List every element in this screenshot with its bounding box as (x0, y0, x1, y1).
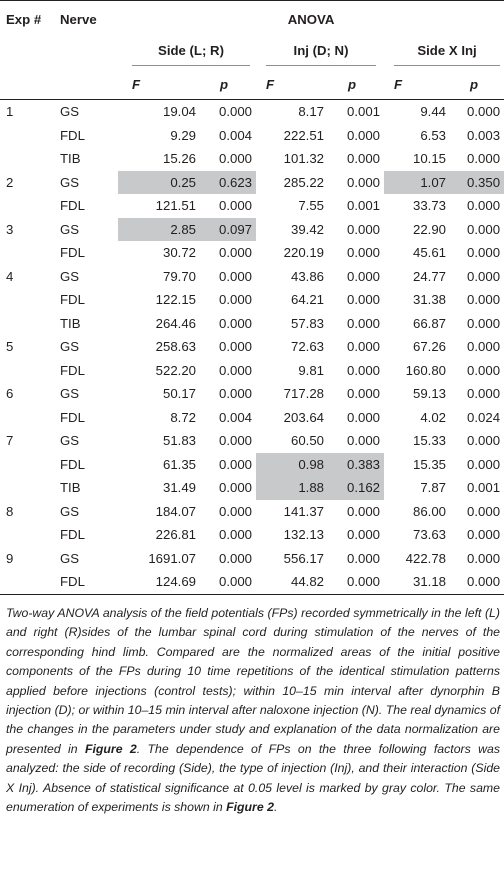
f-value-cell: 556.17 (283, 550, 324, 566)
f-value-cell: 50.17 (162, 386, 196, 402)
f-value-cell: 51.83 (162, 433, 196, 449)
p-value-cell: 0.000 (467, 292, 501, 308)
table-row (0, 124, 504, 148)
table-row (0, 406, 504, 430)
p-value-cell: 0.000 (467, 198, 501, 214)
table-caption (6, 604, 500, 817)
table-row (0, 476, 504, 500)
p-value-cell: 0.024 (467, 409, 501, 425)
caption-figure-ref[interactable]: Figure 2 (226, 800, 274, 815)
p-value-cell: 0.623 (204, 171, 256, 195)
p-value-cell: 0.000 (218, 527, 252, 543)
exp-cell (0, 288, 60, 312)
f-value-cell: 285.22 (283, 174, 324, 190)
p-value-cell: 0.000 (346, 174, 380, 190)
caption-figure-ref[interactable]: Figure 2 (84, 741, 137, 756)
f-value-cell: 160.80 (405, 362, 446, 378)
header-exp: Exp # (0, 1, 60, 39)
f-value-cell: 124.69 (118, 570, 204, 594)
p-value-cell: 0.000 (467, 362, 501, 378)
p-value-cell: 0.000 (218, 433, 252, 449)
p-value-cell: 0.000 (467, 221, 501, 237)
f-value-cell: 43.86 (290, 268, 324, 284)
exp-cell: 2 (6, 174, 14, 190)
nerve-cell: GS (60, 503, 80, 519)
f-value-cell: 73.63 (412, 527, 446, 543)
f-value-cell: 7.87 (420, 480, 446, 496)
p-value-cell: 0.000 (346, 409, 380, 425)
table-row (0, 500, 504, 524)
f-value-cell: 184.07 (155, 503, 196, 519)
nerve-cell: FDL (60, 527, 85, 543)
p-value-cell: 0.000 (467, 456, 501, 472)
f-value-cell: 222.51 (283, 127, 324, 143)
p-value-cell: 0.000 (467, 386, 501, 402)
nerve-cell: FDL (60, 570, 118, 594)
nerve-cell: GS (60, 433, 80, 449)
table-row (0, 241, 504, 265)
f-value-cell: 203.64 (283, 409, 324, 425)
f-value-cell: 79.70 (162, 268, 196, 284)
p-value-cell: 0.000 (346, 268, 380, 284)
f-value-cell: 67.26 (412, 339, 446, 355)
exp-cell (0, 359, 60, 383)
f-value-cell: 66.87 (412, 315, 446, 331)
table-row (0, 100, 504, 124)
nerve-cell: GS (60, 221, 80, 237)
f-value-cell: 9.44 (420, 104, 446, 120)
table-row (0, 382, 504, 406)
header-side-x-inj: Side X Inj (394, 43, 500, 66)
p-value-cell: 0.001 (467, 480, 501, 496)
p-value-cell: 0.000 (346, 292, 380, 308)
f-value-cell: 1.88 (256, 476, 332, 500)
p-value-cell: 0.000 (218, 268, 252, 284)
header-f: F (384, 70, 454, 100)
header-nerve: Nerve (60, 1, 118, 39)
p-value-cell: 0.000 (467, 104, 501, 120)
p-value-cell: 0.000 (346, 339, 380, 355)
p-value-cell: 0.000 (346, 151, 380, 167)
p-value-cell: 0.003 (467, 127, 501, 143)
p-value-cell: 0.001 (346, 198, 380, 214)
table-row (0, 147, 504, 171)
exp-cell: 4 (6, 268, 14, 284)
f-value-cell: 122.15 (155, 292, 196, 308)
exp-cell (0, 147, 60, 171)
p-value-cell: 0.000 (454, 570, 504, 594)
f-value-cell: 15.33 (412, 433, 446, 449)
header-anova: ANOVA (118, 1, 504, 39)
table-body (0, 100, 504, 595)
exp-cell (0, 124, 60, 148)
f-value-cell: 101.32 (283, 151, 324, 167)
nerve-cell: FDL (60, 362, 85, 378)
f-value-cell: 0.25 (118, 171, 204, 195)
nerve-cell: FDL (60, 198, 85, 214)
exp-cell (0, 570, 60, 594)
table-row (0, 194, 504, 218)
exp-cell: 3 (6, 221, 14, 237)
nerve-cell: FDL (60, 292, 85, 308)
p-value-cell: 0.000 (346, 527, 380, 543)
header-p: p (332, 70, 384, 100)
p-value-cell: 0.004 (218, 409, 252, 425)
nerve-cell: FDL (60, 245, 85, 261)
nerve-cell: FDL (60, 127, 85, 143)
table-row (0, 312, 504, 336)
f-value-cell: 24.77 (412, 268, 446, 284)
f-value-cell: 61.35 (162, 456, 196, 472)
nerve-cell: GS (60, 339, 80, 355)
caption-text-2: . The dependence of FPs on the three following factors was analyzed: the side of recording (Side), the type of injection (Inj), and their interaction (Side X Inj). Absence of statistical significance at 0.05 level is marked by gray color. The same enumeration of experiments is shown in (6, 741, 500, 815)
p-value-cell: 0.000 (467, 527, 501, 543)
nerve-cell: GS (60, 174, 80, 190)
p-value-cell: 0.162 (332, 476, 384, 500)
nerve-cell: TIB (60, 315, 81, 331)
f-value-cell: 45.61 (412, 245, 446, 261)
f-value-cell: 72.63 (290, 339, 324, 355)
table-row (0, 359, 504, 383)
table-row (0, 171, 504, 195)
f-value-cell: 44.82 (256, 570, 332, 594)
p-value-cell: 0.000 (346, 362, 380, 378)
p-value-cell: 0.000 (346, 433, 380, 449)
p-value-cell: 0.097 (204, 218, 256, 242)
p-value-cell: 0.000 (218, 292, 252, 308)
exp-cell (0, 406, 60, 430)
f-value-cell: 8.72 (170, 409, 196, 425)
exp-cell: 1 (6, 104, 14, 120)
p-value-cell: 0.000 (218, 151, 252, 167)
table-row (0, 265, 504, 289)
p-value-cell: 0.000 (346, 503, 380, 519)
p-value-cell: 0.000 (467, 245, 501, 261)
f-value-cell: 9.29 (170, 127, 196, 143)
p-value-cell: 0.000 (467, 550, 501, 566)
exp-cell (0, 194, 60, 218)
f-value-cell: 31.38 (412, 292, 446, 308)
f-value-cell: 59.13 (412, 386, 446, 402)
f-value-cell: 121.51 (155, 198, 196, 214)
p-value-cell: 0.000 (218, 480, 252, 496)
f-value-cell: 0.98 (256, 453, 332, 477)
f-value-cell: 258.63 (155, 339, 196, 355)
f-value-cell: 226.81 (155, 527, 196, 543)
header-p: p (454, 70, 504, 100)
exp-cell (0, 241, 60, 265)
table-row (0, 523, 504, 547)
exp-cell (0, 476, 60, 500)
f-value-cell: 1.07 (384, 171, 454, 195)
p-value-cell: 0.000 (467, 433, 501, 449)
f-value-cell: 60.50 (290, 433, 324, 449)
table-row (0, 218, 504, 242)
f-value-cell: 10.15 (412, 151, 446, 167)
header-p: p (204, 70, 256, 100)
p-value-cell: 0.000 (467, 503, 501, 519)
table-row (0, 288, 504, 312)
p-value-cell: 0.000 (346, 127, 380, 143)
f-value-cell: 64.21 (290, 292, 324, 308)
p-value-cell: 0.000 (332, 570, 384, 594)
f-value-cell: 15.35 (412, 456, 446, 472)
nerve-cell: GS (60, 104, 80, 120)
p-value-cell: 0.000 (218, 386, 252, 402)
f-value-cell: 57.83 (290, 315, 324, 331)
f-value-cell: 31.18 (384, 570, 454, 594)
f-value-cell: 33.73 (412, 198, 446, 214)
exp-cell: 5 (6, 339, 14, 355)
f-value-cell: 522.20 (155, 362, 196, 378)
p-value-cell: 0.000 (204, 570, 256, 594)
exp-cell: 8 (6, 503, 14, 519)
table-row (0, 570, 504, 594)
f-value-cell: 6.53 (420, 127, 446, 143)
p-value-cell: 0.000 (467, 315, 501, 331)
nerve-cell: FDL (60, 456, 85, 472)
nerve-cell: GS (60, 550, 80, 566)
p-value-cell: 0.000 (218, 503, 252, 519)
p-value-cell: 0.004 (218, 127, 252, 143)
p-value-cell: 0.000 (346, 221, 380, 237)
f-value-cell: 717.28 (283, 386, 324, 402)
exp-cell: 9 (6, 550, 14, 566)
p-value-cell: 0.000 (218, 315, 252, 331)
exp-cell (0, 453, 60, 477)
p-value-cell: 0.000 (218, 104, 252, 120)
f-value-cell: 422.78 (405, 550, 446, 566)
exp-cell (0, 523, 60, 547)
p-value-cell: 0.000 (218, 339, 252, 355)
p-value-cell: 0.000 (346, 550, 380, 566)
p-value-cell: 0.000 (346, 315, 380, 331)
p-value-cell: 0.000 (218, 198, 252, 214)
table-row (0, 335, 504, 359)
p-value-cell: 0.000 (346, 245, 380, 261)
nerve-cell: FDL (60, 409, 85, 425)
header-f: F (256, 70, 332, 100)
f-value-cell: 39.42 (290, 221, 324, 237)
p-value-cell: 0.000 (218, 456, 252, 472)
p-value-cell: 0.000 (467, 339, 501, 355)
f-value-cell: 2.85 (118, 218, 204, 242)
p-value-cell: 0.001 (346, 104, 380, 120)
p-value-cell: 0.350 (454, 171, 504, 195)
f-value-cell: 4.02 (420, 409, 446, 425)
header-f: F (118, 70, 204, 100)
p-value-cell: 0.000 (218, 245, 252, 261)
exp-cell (0, 312, 60, 336)
f-value-cell: 86.00 (412, 503, 446, 519)
header-side: Side (L; R) (132, 43, 250, 66)
f-value-cell: 8.17 (298, 104, 324, 120)
nerve-cell: TIB (60, 151, 81, 167)
f-value-cell: 22.90 (412, 221, 446, 237)
table-header (0, 1, 504, 100)
f-value-cell: 15.26 (162, 151, 196, 167)
table-row (0, 429, 504, 453)
f-value-cell: 30.72 (162, 245, 196, 261)
f-value-cell: 7.55 (298, 198, 324, 214)
p-value-cell: 0.000 (467, 268, 501, 284)
caption-text-3: . (273, 800, 278, 815)
f-value-cell: 31.49 (162, 480, 196, 496)
p-value-cell: 0.383 (332, 453, 384, 477)
exp-cell: 6 (6, 386, 14, 402)
f-value-cell: 141.37 (283, 503, 324, 519)
f-value-cell: 9.81 (298, 362, 324, 378)
p-value-cell: 0.000 (467, 151, 501, 167)
table-row (0, 547, 504, 571)
caption-text-1: Two-way ANOVA analysis of the field potentials (FPs) recorded symmetrically in the left (L) and right (R)sides of the lumbar spinal cord during stimulation of the nerves of the corresponding hind limb. Compared are the normalized areas of the initial positive components of the FPs during 10 time repetitions of the identical stimulation patterns applied before injections (control tests); within 10–15 min interval after dynorphin B injection (D); or within 10–15 min interval after naloxone injection (N). The real dynamics of the changes in the parameters under study and explanation of the data normalization are presented in (6, 606, 500, 756)
nerve-cell: GS (60, 268, 80, 284)
exp-cell: 7 (6, 433, 14, 449)
f-value-cell: 132.13 (283, 527, 324, 543)
header-inj: Inj (D; N) (266, 43, 376, 66)
table-row (0, 453, 504, 477)
f-value-cell: 220.19 (283, 245, 324, 261)
nerve-cell: TIB (60, 480, 81, 496)
nerve-cell: GS (60, 386, 80, 402)
p-value-cell: 0.000 (218, 550, 252, 566)
p-value-cell: 0.000 (346, 386, 380, 402)
f-value-cell: 1691.07 (148, 550, 196, 566)
p-value-cell: 0.000 (218, 362, 252, 378)
f-value-cell: 264.46 (155, 315, 196, 331)
f-value-cell: 19.04 (162, 104, 196, 120)
